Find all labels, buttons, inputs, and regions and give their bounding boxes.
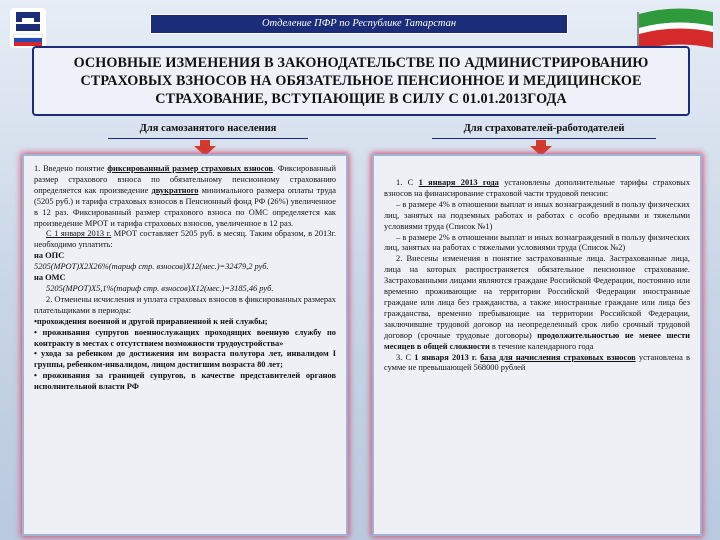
left-p1-underline: двукратного (151, 185, 199, 195)
left-p2-date: С 1 января 2013 г. (46, 229, 112, 239)
title-line-1: ОСНОВНЫЕ ИЗМЕНЕНИЯ В ЗАКОНОДАТЕЛЬСТВЕ ПО АДМИНИСТРИРОВАНИЮ (73, 55, 649, 71)
left-paragraph-2 (34, 229, 336, 251)
left-p1-end: минимального размера оплаты труда (5205 руб.) и тарифа страховых взносов в Пенсионный фонд РФ (26%) увеличенное в 12 раз. Фиксированный размер страхового взноса по ОМС определяется как произведение МРОТ и тарифа страховых взносов, увеличенное в 12 раз. (34, 185, 336, 228)
right-p2-end: в течение календарного года (489, 341, 594, 351)
right-p1-date: 1 января 2013 года (418, 178, 499, 187)
left-bullet-1: •прохождения военной и другой приравненной к ней службы; (34, 316, 268, 326)
right-p1-rest: установлены дополнительные тарифы страховых взносов на финансирование страховой части трудовой пенсии: (384, 178, 691, 198)
left-p1-bold: фиксированный размер страховых взносов (107, 164, 273, 173)
left-panel (24, 156, 346, 534)
page-title (32, 46, 690, 116)
title-line-2: СТРАХОВЫХ ВЗНОСОВ НА ОБЯЗАТЕЛЬНОЕ ПЕНСИОННОЕ И МЕДИЦИНСКОЕ (80, 73, 642, 89)
org-name: Отделение ПФР по Республике Татарстан (261, 18, 457, 29)
right-p3-date: 1 января 2013 г. (414, 352, 477, 362)
right-arrow-icon (530, 140, 552, 156)
right-dash-1: – в размере 4% в отношении выплат и иных вознаграждений в пользу физических лиц, занятых на подземных работах и работах с особо вредными и тяжелыми условиями труда (Список №1) (384, 199, 690, 231)
right-dash-2: – в размере 2% в отношении выплат и иных вознаграждений в пользу физических лиц, занятых на работах с тяжелыми условиями труда (Список №2) (384, 232, 690, 253)
left-p1-rest: . Фиксированный размер страхового взноса по обязательному пенсионному страхованию определяется как произведение (34, 164, 337, 195)
left-paragraph-1 (34, 164, 336, 229)
left-column-label: Для самозанятого населения (108, 122, 308, 139)
right-p2-start: 2. Внесены изменения в понятие застрахованные лица. Застрахованные лица, лица на которых распространяется обязательное пенсионное страхование. Застрахованными лицами являются граждане Российской Федерации, постоянно или временно проживающие на территории Российской Федерации иностранные граждане или лица без гражданства, а также иностранные граждане или лица без гражданства, временно пребывающие на территории Российской Федерации, заключившие трудовой договор на неопределенный срок либо срочный трудовой договор (срочные трудовые договоры) (384, 254, 690, 340)
right-p3-start: 3. С (396, 352, 415, 362)
right-p2-bold: продолжительностью не менее шести месяцев в общей сложности (384, 330, 690, 351)
left-p1-start: 1. Введено понятие (34, 164, 108, 173)
right-panel (374, 156, 700, 534)
right-p3-end: установлена в сумме не превышающей 568000 рублей (384, 352, 690, 373)
right-p3-underline: база для начисления страховых взносов (480, 352, 636, 362)
left-paragraph-3: 2. Отменены исчисления и уплата страховых взносов в фиксированных размерах плательщиками в периоды: (34, 294, 336, 315)
right-paragraph-3 (384, 353, 690, 375)
left-ops-label: на ОПС (34, 251, 65, 261)
pfr-logo-icon (6, 2, 50, 52)
title-line-3: СТРАХОВАНИЕ, ВСТУПАЮЩИЕ В СИЛУ С 01.01.2013ГОДА (155, 91, 567, 107)
header-org-bar (150, 14, 568, 34)
right-paragraph-2 (384, 254, 690, 352)
left-p2-rest: МРОТ составляет 5205 руб. в месяц. Таким образом, в 2013г. необходимо уплатить: (34, 229, 336, 250)
left-arrow-icon (194, 140, 216, 156)
left-bullet-2: • проживания супругов военнослужащих проходящих военную службу по контракту в местах с отсутствием возможности трудоустройства» (34, 327, 336, 348)
right-p1-start: 1. С (396, 178, 419, 187)
right-column-label: Для страхователей-работодателей (432, 122, 656, 139)
left-bullet-3: • ухода за ребенком до достижения им возраста полутора лет, инвалидом I группы, ребенком-инвалидом, лицом достигшим возраста 80 лет; (34, 349, 336, 370)
left-ops-formula: 5205(МРОТ)Х2Х26%(тариф стр. взносов)Х12(мес.)=32479,2 руб. (34, 262, 269, 272)
left-oms-label: на ОМС (34, 273, 66, 283)
right-paragraph-1 (384, 178, 690, 200)
left-oms-formula: 5205(МРОТ)Х5,1%(тариф стр. взносов)Х12(мес.)=3185,46 руб. (46, 283, 274, 293)
left-bullet-4: • проживания за границей супругов, в качестве представителей органов исполнительной власти РФ (34, 371, 336, 392)
